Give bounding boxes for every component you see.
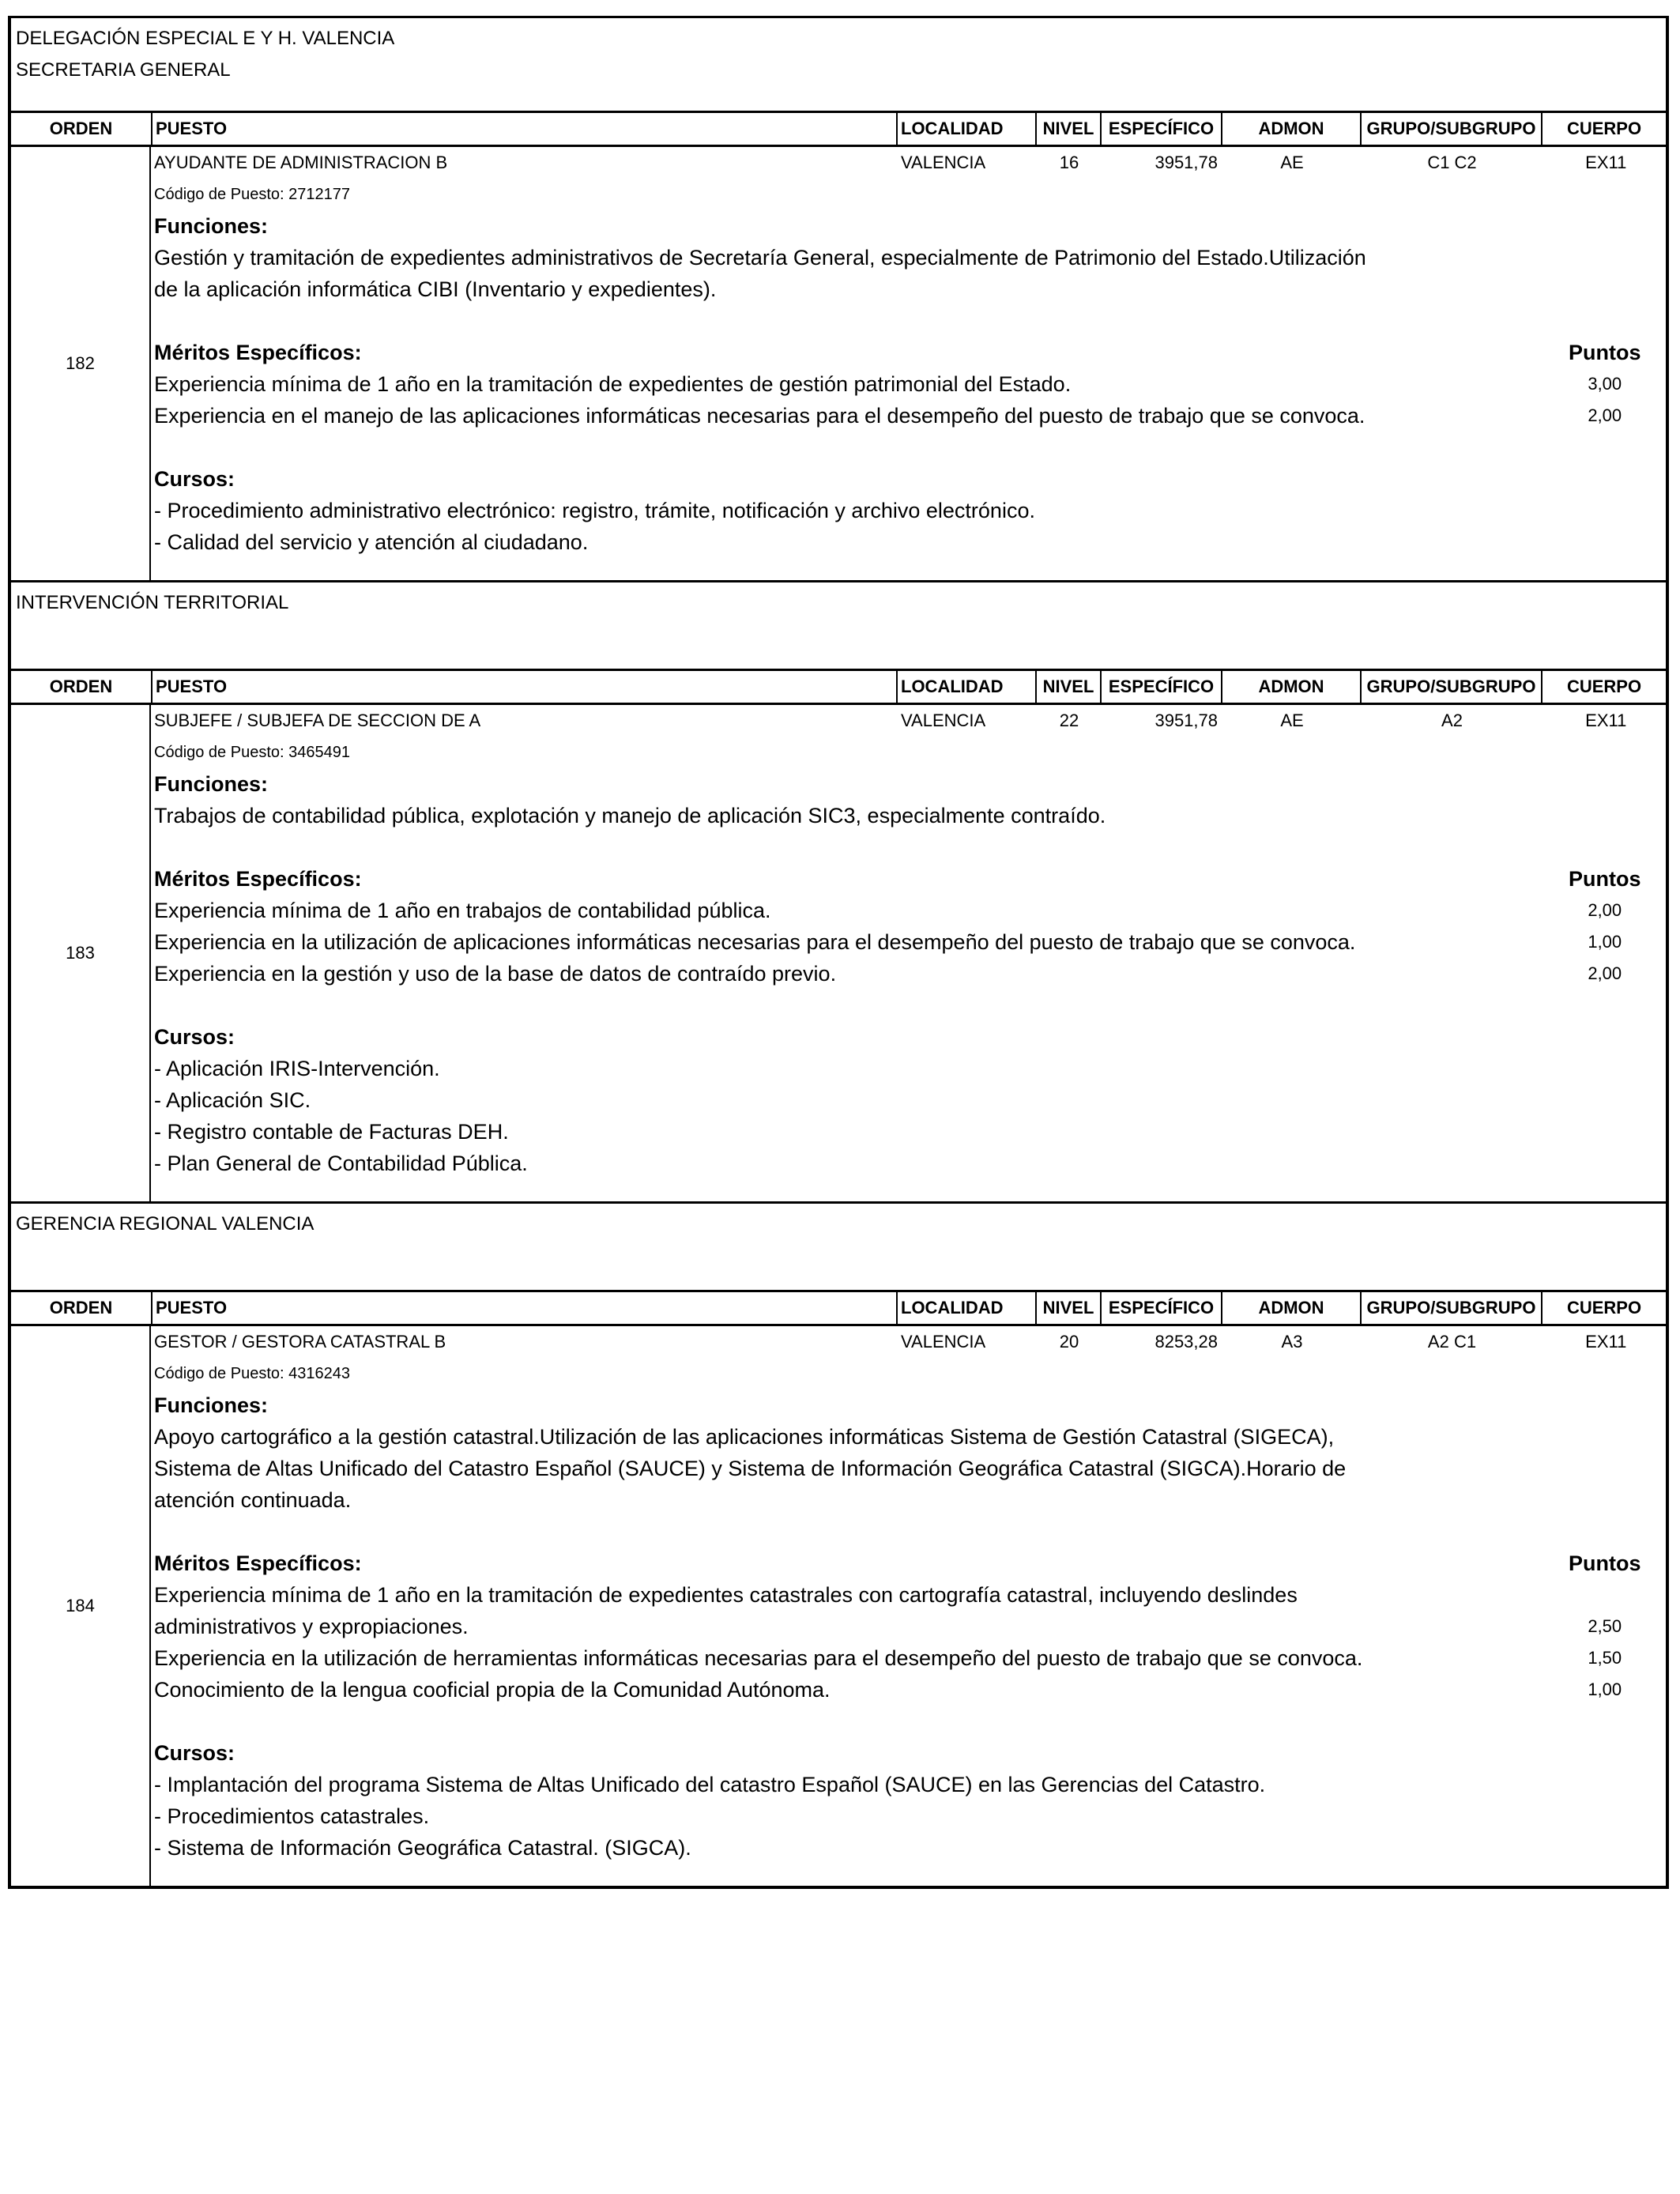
header-grupo: GRUPO/SUBGRUPO: [1360, 113, 1541, 145]
localidad-value: VALENCIA: [901, 153, 986, 172]
position-summary-row: [154, 147, 1670, 179]
header-grupo: GRUPO/SUBGRUPO: [1360, 1292, 1541, 1324]
merito-puntos: 1,00: [1588, 932, 1622, 952]
funciones-label: Funciones:: [154, 1393, 269, 1417]
position-details: [151, 147, 1670, 580]
localidad-value: VALENCIA: [901, 711, 986, 730]
merito-text-line: administrativos y expropiaciones.: [154, 1615, 469, 1638]
merito-row: [154, 926, 1670, 958]
meritos-label: Méritos Específicos:: [154, 867, 362, 891]
orden-number: 183: [11, 705, 151, 1201]
especifico-value: 3951,78: [1155, 153, 1218, 172]
merito-text-line: Experiencia mínima de 1 año en la tramitación de expedientes catastrales con cartografía catastral, incluyendo deslindes: [154, 1583, 1298, 1607]
merito-text-line: Experiencia mínima de 1 año en trabajos de contabilidad pública.: [154, 899, 771, 922]
section-heading: [11, 18, 1666, 113]
position-entry: [11, 1326, 1666, 1886]
position-summary-row: [154, 1326, 1670, 1358]
curso-item: - Plan General de Contabilidad Pública.: [154, 1152, 528, 1175]
header-cuerpo: CUERPO: [1541, 1292, 1666, 1324]
admon-value: AE: [1280, 711, 1304, 730]
nivel-value: 22: [1059, 711, 1079, 730]
header-admon: ADMON: [1221, 113, 1360, 145]
position-entry: [11, 147, 1666, 580]
merito-puntos: 2,50: [1588, 1616, 1622, 1636]
merito-text-line: Experiencia mínima de 1 año en la tramitación de expedientes de gestión patrimonial del Estado.: [154, 372, 1072, 396]
puntos-label: Puntos: [1569, 340, 1641, 364]
merito-text: [154, 926, 1569, 958]
grupo-value: C1 C2: [1427, 153, 1477, 172]
section-title-line: SECRETARIA GENERAL: [16, 59, 231, 81]
merito-puntos: 3,00: [1588, 374, 1622, 394]
section-title-line: INTERVENCIÓN TERRITORIAL: [16, 592, 289, 613]
especifico-value: 3951,78: [1155, 711, 1218, 730]
merito-row: [154, 400, 1670, 432]
section-title-line: GERENCIA REGIONAL VALENCIA: [16, 1213, 315, 1235]
header-puesto: PUESTO: [151, 671, 896, 703]
column-header-row: [11, 671, 1666, 705]
header-admon: ADMON: [1221, 1292, 1360, 1324]
merito-row: [154, 1642, 1670, 1674]
puntos-label: Puntos: [1569, 866, 1641, 891]
merito-text: [154, 368, 1569, 400]
curso-item: - Calidad del servicio y atención al ciudadano.: [154, 530, 589, 554]
merito-row: [154, 1579, 1670, 1642]
funciones-text: Gestión y tramitación de expedientes administrativos de Secretaría General, especialmente de Patrimonio del Estado.Utilización: [154, 246, 1366, 270]
header-nivel: NIVEL: [1035, 1292, 1100, 1324]
header-grupo: GRUPO/SUBGRUPO: [1360, 671, 1541, 703]
header-nivel: NIVEL: [1035, 671, 1100, 703]
merito-row: [154, 958, 1670, 990]
merito-row: [154, 895, 1670, 926]
document-page: [8, 16, 1669, 1889]
puesto-name: AYUDANTE DE ADMINISTRACION B: [154, 153, 448, 172]
curso-item: - Implantación del programa Sistema de Altas Unificado del catastro Español (SAUCE) en las Gerencias del Catastro.: [154, 1773, 1266, 1796]
codigo-puesto: Código de Puesto: 3465491: [154, 744, 350, 761]
merito-text: [154, 1642, 1569, 1674]
merito-puntos: 2,00: [1588, 900, 1622, 920]
puesto-name: SUBJEFE / SUBJEFA DE SECCION DE A: [154, 711, 481, 730]
funciones-text: atención continuada.: [154, 1488, 352, 1512]
grupo-value: A2 C1: [1427, 1332, 1477, 1351]
spacer: [154, 1706, 1670, 1737]
cursos-label: Cursos:: [154, 1741, 235, 1765]
orden-number: 182: [11, 147, 151, 580]
merito-puntos: 2,00: [1588, 405, 1622, 425]
merito-row: [154, 1674, 1670, 1706]
merito-row: [154, 368, 1670, 400]
merito-text-line: Experiencia en la gestión y uso de la base de datos de contraído previo.: [154, 962, 837, 986]
spacer: [154, 831, 1670, 863]
admon-value: AE: [1280, 153, 1304, 172]
merito-text: [154, 895, 1569, 926]
funciones-label: Funciones:: [154, 772, 269, 796]
codigo-puesto: Código de Puesto: 2712177: [154, 186, 350, 203]
merito-text-line: Experiencia en la utilización de aplicaciones informáticas necesarias para el desempeño del puesto de trabajo que se convoca.: [154, 930, 1356, 954]
curso-item: - Procedimiento administrativo electrónico: registro, trámite, notificación y archivo electrónico.: [154, 499, 1035, 522]
header-nivel: NIVEL: [1035, 113, 1100, 145]
meritos-label: Méritos Específicos:: [154, 1551, 362, 1575]
cuerpo-value: EX11: [1585, 711, 1627, 730]
spacer: [154, 1516, 1670, 1547]
merito-puntos: 2,00: [1588, 963, 1622, 983]
merito-text: [154, 1579, 1569, 1642]
nivel-value: 16: [1059, 153, 1079, 172]
position-details: [151, 1326, 1670, 1886]
header-orden: ORDEN: [49, 119, 113, 138]
header-orden: ORDEN: [49, 1298, 113, 1318]
cursos-label: Cursos:: [154, 467, 235, 491]
spacer: [154, 305, 1670, 337]
header-cuerpo: CUERPO: [1541, 671, 1666, 703]
curso-item: - Aplicación IRIS-Intervención.: [154, 1057, 440, 1080]
funciones-text: Trabajos de contabilidad pública, explotación y manejo de aplicación SIC3, especialmente contraído.: [154, 804, 1106, 827]
spacer: [154, 990, 1670, 1021]
merito-text-line: Experiencia en el manejo de las aplicaciones informáticas necesarias para el desempeño del puesto de trabajo que se convoca.: [154, 404, 1365, 428]
curso-item: - Procedimientos catastrales.: [154, 1804, 430, 1828]
spacer: [154, 432, 1670, 463]
grupo-value: A2: [1441, 711, 1463, 730]
meritos-label: Méritos Específicos:: [154, 341, 362, 364]
localidad-value: VALENCIA: [901, 1332, 986, 1351]
puesto-name: GESTOR / GESTORA CATASTRAL B: [154, 1332, 446, 1351]
funciones-text: Apoyo cartográfico a la gestión catastral.Utilización de las aplicaciones informáticas Sistema de Gestión Catastral (SIGECA),: [154, 1425, 1335, 1449]
curso-item: - Registro contable de Facturas DEH.: [154, 1120, 509, 1144]
cuerpo-value: EX11: [1585, 153, 1627, 172]
position-summary-row: [154, 705, 1670, 737]
header-localidad: LOCALIDAD: [896, 113, 1035, 145]
position-details: [151, 705, 1670, 1201]
curso-item: - Aplicación SIC.: [154, 1088, 311, 1112]
header-especifico: ESPECÍFICO: [1100, 1292, 1221, 1324]
funciones-text: Sistema de Altas Unificado del Catastro Español (SAUCE) y Sistema de Información Geográfica Catastral (SIGCA).Horario de: [154, 1457, 1347, 1480]
nivel-value: 20: [1059, 1332, 1079, 1351]
especifico-value: 8253,28: [1155, 1332, 1218, 1351]
header-especifico: ESPECÍFICO: [1100, 671, 1221, 703]
header-localidad: LOCALIDAD: [896, 671, 1035, 703]
merito-text-line: Conocimiento de la lengua cooficial propia de la Comunidad Autónoma.: [154, 1678, 831, 1702]
puntos-label: Puntos: [1569, 1551, 1641, 1575]
position-entry: [11, 705, 1666, 1201]
header-localidad: LOCALIDAD: [896, 1292, 1035, 1324]
merito-text-line: Experiencia en la utilización de herramientas informáticas necesarias para el desempeño del puesto de trabajo que se convoca.: [154, 1646, 1363, 1670]
section-title-line: DELEGACIÓN ESPECIAL E Y H. VALENCIA: [16, 28, 395, 49]
meritos-header: [154, 863, 1670, 895]
curso-item: - Sistema de Información Geográfica Catastral. (SIGCA).: [154, 1836, 691, 1860]
header-puesto: PUESTO: [151, 1292, 896, 1324]
section-heading: [11, 1201, 1666, 1292]
merito-text: [154, 958, 1569, 990]
column-header-row: [11, 1292, 1666, 1326]
positions-table: [8, 16, 1669, 1889]
header-puesto: PUESTO: [151, 113, 896, 145]
header-especifico: ESPECÍFICO: [1100, 113, 1221, 145]
merito-puntos: 1,00: [1588, 1679, 1622, 1699]
header-orden: ORDEN: [49, 677, 113, 696]
merito-text: [154, 1674, 1569, 1706]
funciones-label: Funciones:: [154, 214, 269, 238]
cursos-label: Cursos:: [154, 1025, 235, 1049]
meritos-header: [154, 337, 1670, 368]
section-heading: [11, 580, 1666, 671]
codigo-puesto: Código de Puesto: 4316243: [154, 1365, 350, 1382]
header-admon: ADMON: [1221, 671, 1360, 703]
column-header-row: [11, 113, 1666, 147]
cuerpo-value: EX11: [1585, 1332, 1627, 1351]
funciones-text: de la aplicación informática CIBI (Inventario y expedientes).: [154, 277, 717, 301]
orden-number: 184: [11, 1326, 151, 1886]
meritos-header: [154, 1547, 1670, 1579]
admon-value: A3: [1281, 1332, 1303, 1351]
merito-puntos: 1,50: [1588, 1648, 1622, 1668]
header-cuerpo: CUERPO: [1541, 113, 1666, 145]
merito-text: [154, 400, 1569, 432]
